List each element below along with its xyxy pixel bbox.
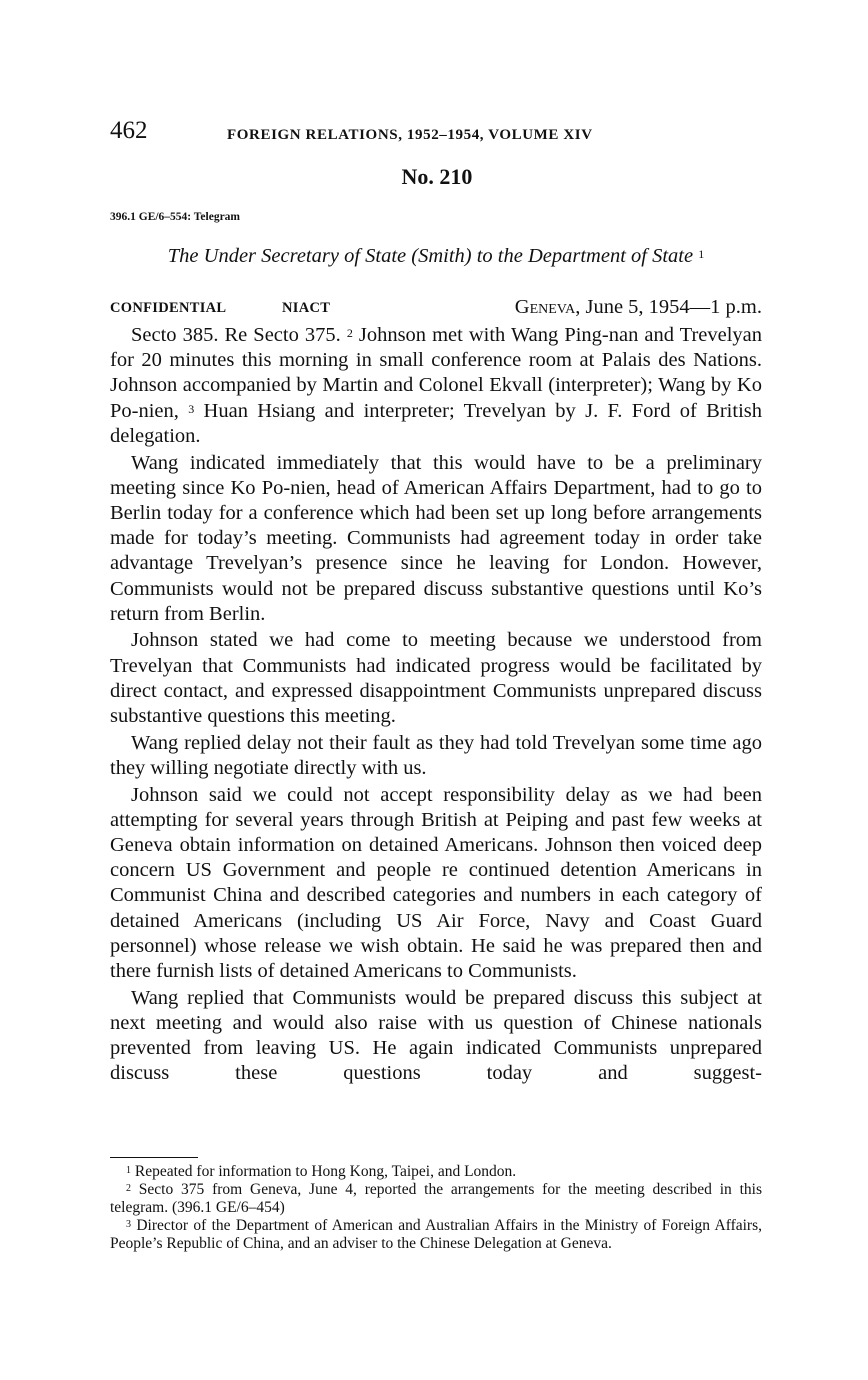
footnote-ref-2: 2 — [346, 326, 353, 340]
file-reference: 396.1 GE/6–554: Telegram — [110, 211, 241, 223]
footnote-divider — [110, 1157, 198, 1158]
footnote — [110, 1163, 762, 1181]
telegram-header — [110, 294, 762, 322]
paragraph: Wang replied that Communists would be prepared discuss this subject at next meeting and would also raise with us question of Chinese nationals prevented from leaving US. He again indicated Communists unprepared discuss these questions today and suggest- — [110, 986, 762, 1085]
document-number — [0, 163, 868, 191]
telegram-body — [110, 323, 762, 1088]
document-title-text: The Under Secretary of State (Smith) to the Department of State — [167, 245, 694, 267]
place-date — [515, 294, 762, 320]
running-head — [110, 116, 770, 150]
paragraph: Wang indicated immediately that this would have to be a preliminary meeting since Ko Po-nien, head of American Affairs Department, had to go to Berlin today for a conference which had been set up long before arrangements made for today’s meeting. Communists had agreement today in order take advantage Trevelyan’s presence since he leaving for London. However, Communists would not be prepared discuss substantive questions until Ko’s return from Berlin. — [110, 451, 762, 625]
document-number-text: No. 210 — [401, 164, 473, 189]
footnote — [110, 1217, 762, 1253]
page-number: 462 — [110, 117, 148, 144]
footnote-ref-1: 1 — [698, 247, 705, 261]
paragraph-text: Huan Hsiang and interpreter; Trevelyan by J. F. Ford of British delegation. — [110, 399, 763, 447]
footnote — [110, 1181, 762, 1217]
paragraph-text: Johnson met with Wang Ping-nan and Trevelyan for 20 minutes this morning in small conference room at Palais des Nations. Johnson accompanied by Martin and Colonel Ekvall (interpreter); Wang by Ko Po-nien, — [110, 324, 763, 422]
paragraph: Johnson stated we had come to meeting because we understood from Trevelyan that Communists had indicated progress would be facilitated by direct contact, and expressed disappointment Communists unprepared discuss substantive questions this meeting. — [110, 629, 762, 728]
footnote-mark: 3 — [126, 1219, 131, 1230]
place: Geneva — [514, 296, 576, 318]
paragraph: Johnson said we could not accept responsibility delay as we had been attempting for several years through British at Peiping and past few weeks at Geneva obtain information on detained Americans. Johnson then voiced deep concern US Government and people re continued detention Americans in Communist China and described categories and numbers in each category of detained Americans (including US Air Force, Navy and Coast Guard personnel) whose release we wish obtain. He said he was prepared then and there furnish lists of detained Americans to Communists. — [110, 783, 762, 983]
footnote-text: Repeated for information to Hong Kong, Taipei, and London. — [131, 1163, 517, 1180]
footnote-mark: 2 — [126, 1183, 131, 1194]
date-time: , June 5, 1954—1 p.m. — [575, 296, 762, 318]
classification: CONFIDENTIAL — [110, 300, 227, 316]
document-title — [110, 242, 762, 270]
paragraph-text: Secto 385. Re Secto 375. — [131, 324, 341, 346]
footnote-mark: 1 — [126, 1165, 131, 1176]
footnote-ref-3: 3 — [188, 401, 195, 416]
footnotes — [110, 1163, 762, 1253]
paragraph: Wang replied delay not their fault as they had told Trevelyan some time ago they willing negotiate directly with us. — [110, 731, 762, 779]
running-title: FOREIGN RELATIONS, 1952–1954, VOLUME XIV — [227, 127, 593, 143]
footnote-text: Director of the Department of American and Australian Affairs in the Ministry of Foreign Affairs, People’s Republic of China, and an adviser to the Chinese Delegation at Geneva. — [110, 1217, 762, 1252]
precedence: NIACT — [282, 300, 331, 316]
footnote-text: Secto 375 from Geneva, June 4, reported the arrangements for the meeting described in this telegram. (396.1 GE/6–454) — [110, 1181, 762, 1216]
paragraph — [110, 323, 762, 449]
